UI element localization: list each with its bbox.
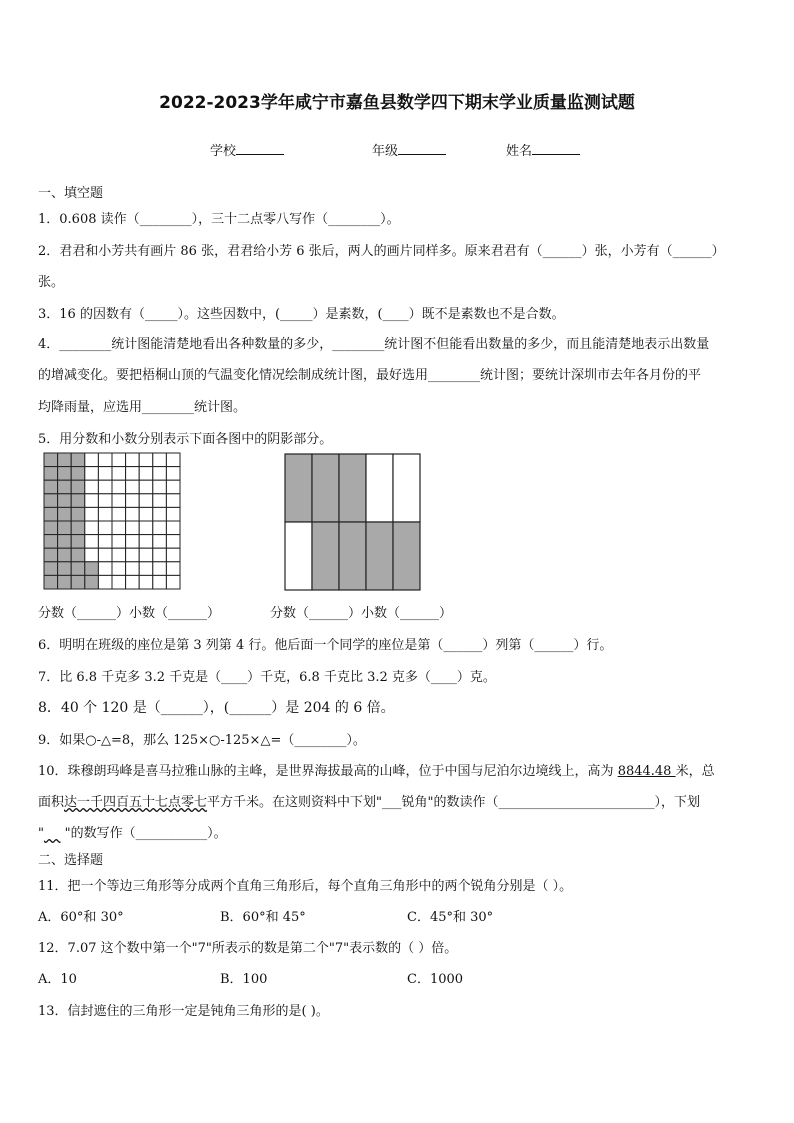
question-4-line-1: 4．________统计图能清楚地看出各种数量的多少，________统计图不但能看出数量的多少，而且能清楚地表示出数量 — [38, 337, 710, 352]
grid-cell — [153, 467, 167, 481]
grid-cell — [112, 453, 126, 467]
grid-cell — [153, 562, 167, 576]
question-3: 3．16 的因数有（_____）。这些因数中，(_____）是素数，(____）既不是素数也不是合数。 — [38, 307, 565, 322]
strip-cell-shaded — [312, 522, 339, 590]
grid-cell — [153, 480, 167, 494]
strip-cell — [393, 454, 420, 522]
grid-cell — [166, 562, 180, 576]
grid-cell — [85, 480, 99, 494]
question-5-answer-2: 分数（______）小数（______） — [270, 606, 453, 621]
grid-cell — [139, 562, 153, 576]
question-5-answer-1: 分数（______）小数（______） — [38, 606, 221, 621]
q11-option-c[interactable]: C．45°和 30° — [407, 910, 494, 925]
grid-cell — [139, 494, 153, 508]
strip-cell — [285, 522, 312, 590]
grid-cell — [153, 453, 167, 467]
grid-cell — [126, 535, 140, 549]
question-10-line-1 — [38, 760, 715, 779]
question-10-line-3 — [38, 822, 227, 841]
grid-cell — [85, 521, 99, 535]
question-5: 5．用分数和小数分别表示下面各图中的阴影部分。 — [38, 432, 333, 447]
grade-field[interactable] — [372, 140, 446, 159]
strip-cell-shaded — [393, 522, 420, 590]
grid-cell — [126, 494, 140, 508]
name-field[interactable] — [506, 140, 580, 159]
school-field[interactable] — [210, 140, 284, 159]
grid-cell — [166, 507, 180, 521]
grid-cell — [98, 548, 112, 562]
grid-cell-shaded — [44, 521, 58, 535]
grid-cell-shaded — [58, 453, 72, 467]
q10-underlined-number: 8844.48 — [617, 764, 676, 779]
grid-cell-shaded — [58, 494, 72, 508]
grid-cell-shaded — [85, 562, 99, 576]
grid-cell-shaded — [58, 521, 72, 535]
q10-wavy-number: 达一千四百五十七点零七 — [64, 795, 208, 810]
question-11: 11．把一个等边三角形等分成两个直角三角形后，每个直角三角形中的两个锐角分别是（ ）。 — [38, 879, 573, 894]
grid-cell — [166, 575, 180, 589]
grid-cell — [98, 535, 112, 549]
grid-cell — [139, 548, 153, 562]
question-7: 7．比 6.8 千克多 3.2 千克是（____）千克，6.8 千克比 3.2 克多（____）克。 — [38, 670, 496, 685]
grid-cell — [112, 494, 126, 508]
grid-cell-shaded — [58, 507, 72, 521]
question-2-line-2: 张。 — [38, 275, 65, 290]
grid-cell — [98, 494, 112, 508]
question-2-line-1: 2．君君和小芳共有画片 86 张，君君给小芳 6 张后，两人的画片同样多。原来君君有（______）张，小芳有（______） — [38, 244, 725, 259]
grid-cell-shaded — [71, 507, 85, 521]
grid-cell-shaded — [44, 494, 58, 508]
grid-cell-shaded — [71, 480, 85, 494]
grid-cell — [166, 521, 180, 535]
grade-blank[interactable] — [398, 141, 446, 155]
question-1: 1．0.608 读作（________），三十二点零八写作（________）。 — [38, 212, 400, 227]
grade-label: 年级 — [372, 144, 399, 159]
q10-text-4: 平方千米。在这则资料中下划"___锐角"的数读作（________________________），下划 — [207, 795, 700, 810]
grid-cell — [166, 494, 180, 508]
name-label: 姓名 — [506, 144, 533, 159]
strip-cell-shaded — [339, 522, 366, 590]
grid-cell-shaded — [44, 453, 58, 467]
grid-cell — [126, 467, 140, 481]
grid-cell — [112, 467, 126, 481]
grid-cell — [153, 521, 167, 535]
grid-cell — [153, 507, 167, 521]
grid-cell-shaded — [71, 548, 85, 562]
question-8: 8．40 个 120 是（______），(______）是 204 的 6 倍。 — [38, 700, 395, 716]
grid-cell-shaded — [58, 548, 72, 562]
grid-cell — [139, 453, 153, 467]
strip-cell-shaded — [285, 454, 312, 522]
q10-text-2: 米，总 — [675, 764, 715, 779]
grid-cell — [139, 575, 153, 589]
grid-cell — [126, 575, 140, 589]
grid-cell-shaded — [58, 467, 72, 481]
grid-cell — [112, 521, 126, 535]
grid-cell — [139, 507, 153, 521]
question-6: 6．明明在班级的座位是第 3 列第 4 行。他后面一个同学的座位是第（______）列第（______）行。 — [38, 638, 613, 653]
grid-cell-shaded — [44, 507, 58, 521]
grid-cell — [85, 453, 99, 467]
grid-cell — [153, 535, 167, 549]
grid-cell-shaded — [71, 521, 85, 535]
strip-cell-shaded — [366, 522, 393, 590]
grid-cell-shaded — [71, 535, 85, 549]
q12-option-b[interactable]: B．100 — [220, 972, 268, 987]
question-9: 9．如果○-△=8，那么 125×○-125×△=（________）。 — [38, 733, 366, 748]
grid-cell-shaded — [58, 575, 72, 589]
grid-cell — [112, 575, 126, 589]
q10-text-5: " — [38, 826, 44, 841]
grid-cell — [166, 548, 180, 562]
name-blank[interactable] — [532, 141, 580, 155]
grid-cell — [98, 575, 112, 589]
grid-cell — [153, 494, 167, 508]
grid-cell-shaded — [44, 575, 58, 589]
question-10-line-2 — [38, 791, 700, 810]
section-heading-choice: 二、选择题 — [38, 853, 104, 868]
question-4-line-2: 的增减变化。要把梧桐山顶的气温变化情况绘制成统计图，最好选用________统计图；要统计深圳市去年各月份的平 — [38, 368, 702, 383]
grid-cell — [139, 480, 153, 494]
strip-figure — [284, 453, 421, 591]
grid-cell — [98, 521, 112, 535]
grid-cell — [85, 548, 99, 562]
grid-cell-shaded — [71, 467, 85, 481]
grid-cell — [85, 507, 99, 521]
q10-text-1: 10．珠穆朗玛峰是喜马拉雅山脉的主峰，是世界海拔最高的山峰，位于中国与尼泊尔边境线上，高为 — [38, 764, 618, 779]
grid-cell-shaded — [58, 480, 72, 494]
grid-cell — [126, 548, 140, 562]
question-13: 13．信封遮住的三角形一定是钝角三角形的是( )。 — [38, 1004, 329, 1019]
q12-option-a[interactable]: A．10 — [38, 972, 77, 987]
strip-cell — [366, 454, 393, 522]
q11-option-a[interactable]: A．60°和 30° — [38, 910, 124, 925]
grid-cell — [126, 480, 140, 494]
q10-text-6: "的数写作（___________）。 — [60, 826, 227, 841]
grid-cell — [166, 453, 180, 467]
grid-cell — [85, 535, 99, 549]
grid-cell — [153, 575, 167, 589]
grid-cell-shaded — [58, 535, 72, 549]
grid-cell — [166, 467, 180, 481]
grid-cell — [166, 535, 180, 549]
grid-cell — [98, 467, 112, 481]
q11-option-b[interactable]: B．60°和 45° — [220, 910, 306, 925]
section-heading-fill-in: 一、填空题 — [38, 186, 104, 201]
grid-cell — [139, 467, 153, 481]
grid-cell — [166, 480, 180, 494]
grid-cell — [112, 562, 126, 576]
strip-cell-shaded — [339, 454, 366, 522]
grid-cell-shaded — [44, 548, 58, 562]
strip-cell-shaded — [312, 454, 339, 522]
grid-cell — [85, 467, 99, 481]
grid-cell — [85, 494, 99, 508]
grid-cell — [98, 562, 112, 576]
grid-cell-shaded — [44, 467, 58, 481]
page-title: 2022-2023学年咸宁市嘉鱼县数学四下期末学业质量监测试题 — [159, 93, 635, 113]
grid-cell — [98, 480, 112, 494]
grid-cell — [126, 521, 140, 535]
school-label: 学校 — [210, 144, 237, 159]
grid-cell — [153, 548, 167, 562]
grid-cell — [112, 480, 126, 494]
grid-cell-shaded — [71, 453, 85, 467]
question-4-line-3: 均降雨量，应选用________统计图。 — [38, 400, 247, 415]
grid-cell-shaded — [44, 562, 58, 576]
q10-wavy-mark — [44, 826, 61, 841]
school-blank[interactable] — [236, 141, 284, 155]
grid-cell — [126, 453, 140, 467]
grid-cell — [112, 535, 126, 549]
grid-cell-shaded — [71, 575, 85, 589]
grid-cell-shaded — [58, 562, 72, 576]
grid-cell — [139, 535, 153, 549]
grid-cell — [126, 507, 140, 521]
grid-cell — [98, 507, 112, 521]
hundred-grid-figure — [43, 452, 181, 592]
grid-cell-shaded — [85, 575, 99, 589]
grid-cell-shaded — [44, 480, 58, 494]
grid-cell — [112, 507, 126, 521]
grid-cell-shaded — [44, 535, 58, 549]
grid-cell-shaded — [71, 494, 85, 508]
grid-cell-shaded — [71, 562, 85, 576]
grid-cell — [126, 562, 140, 576]
q12-option-c[interactable]: C．1000 — [407, 972, 464, 987]
grid-cell — [98, 453, 112, 467]
grid-cell — [112, 548, 126, 562]
q10-text-3: 面积 — [38, 795, 65, 810]
question-12: 12．7.07 这个数中第一个"7"所表示的数是第二个"7"表示数的（ ）倍。 — [38, 941, 458, 956]
grid-cell — [139, 521, 153, 535]
